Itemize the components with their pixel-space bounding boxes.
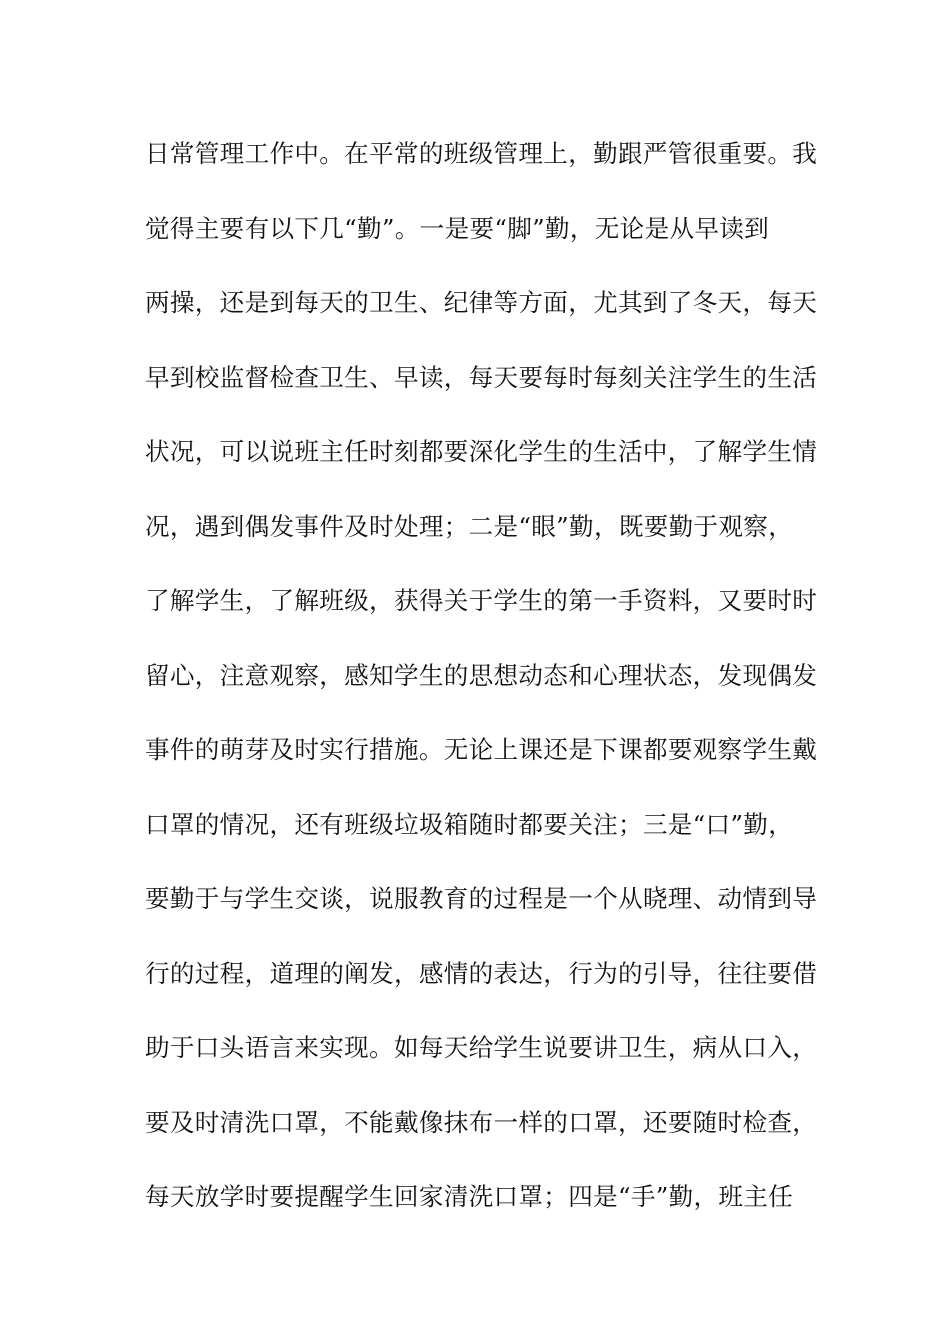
text-line: 了解学生，了解班级，获得关于学生的第一手资料，又要时时 <box>145 586 818 615</box>
text-line: 每天放学时要提醒学生回家清洗口罩；四是“手”勤，班主任 <box>145 1182 794 1211</box>
text-line: 助于口头语言来实现。如每天给学生说要讲卫生，病从口入， <box>145 1033 818 1062</box>
text-line: 口罩的情况，还有班级垃圾箱随时都要关注；三是“口”勤， <box>145 809 794 839</box>
text-line: 早到校监督检查卫生、早读，每天要每时每刻关注学生的生活 <box>145 362 818 392</box>
text-line: 觉得主要有以下几“勤”。一是要“脚”勤，无论是从早读到 <box>145 213 770 243</box>
text-line: 要及时清洗口罩，不能戴像抹布一样的口罩，还要随时检查， <box>145 1107 818 1137</box>
body-text <box>145 134 818 1252</box>
text-line: 事件的萌芽及时实行措施。无论上课还是下课都要观察学生戴 <box>145 735 818 764</box>
text-line: 两操，还是到每天的卫生、纪律等方面，尤其到了冬天，每天 <box>145 288 818 317</box>
text-line: 况，遇到偶发事件及时处理；二是“眼”勤，既要勤于观察， <box>145 511 794 541</box>
text-line: 要勤于与学生交谈，说服教育的过程是一个从晓理、动情到导 <box>145 884 818 913</box>
text-line: 状况，可以说班主任时刻都要深化学生的生活中，了解学生情 <box>145 437 818 466</box>
text-line: 日常管理工作中。在平常的班级管理上，勤跟严管很重要。我 <box>145 139 818 168</box>
text-line: 行的过程，道理的阐发，感情的表达，行为的引导，往往要借 <box>145 958 818 988</box>
text-line: 留心，注意观察，感知学生的思想动态和心理状态，发现偶发 <box>145 660 818 690</box>
